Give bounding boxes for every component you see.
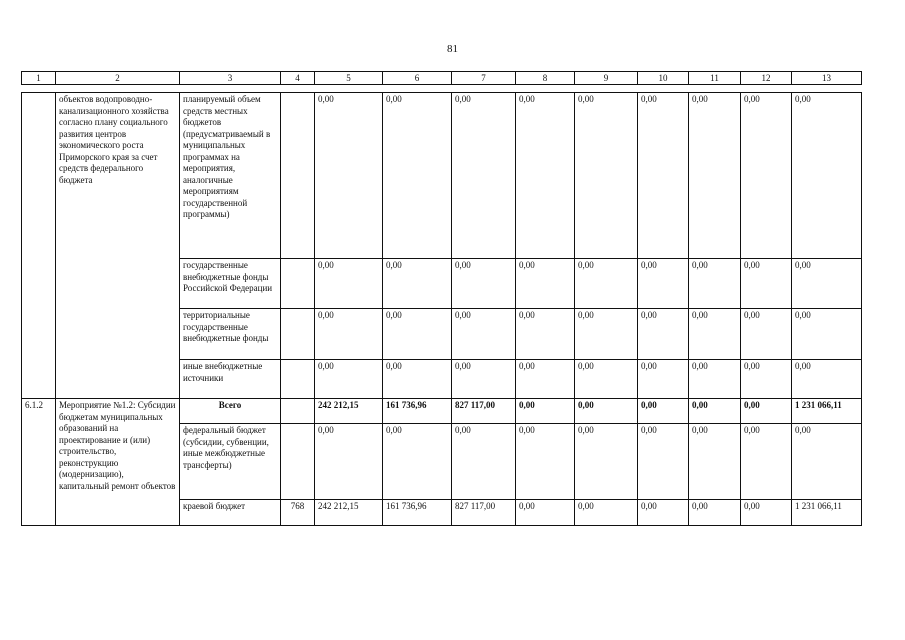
value-cell: 242 212,15 bbox=[315, 399, 383, 424]
value-cell: 0,00 bbox=[516, 259, 575, 309]
header-col-5: 5 bbox=[315, 72, 383, 85]
value-cell: 0,00 bbox=[315, 424, 383, 500]
value-cell: 0,00 bbox=[383, 259, 452, 309]
budget-table bbox=[21, 92, 862, 526]
row-number-cell: 6.1.2 bbox=[22, 399, 56, 526]
table-row bbox=[22, 93, 862, 259]
measure-name-cell: Мероприятие №1.2: Субсидии бюджетам муниципальных образований на проектирование и (или) строительство, реконструкцию (модернизацию), капитальный ремонт объектов bbox=[56, 399, 180, 526]
value-cell: 0,00 bbox=[452, 93, 516, 259]
value-cell: 0,00 bbox=[638, 259, 689, 309]
value-cell: 1 231 066,11 bbox=[792, 399, 862, 424]
value-cell: 0,00 bbox=[741, 399, 792, 424]
code-cell bbox=[281, 424, 315, 500]
value-cell: 0,00 bbox=[575, 93, 638, 259]
value-cell: 0,00 bbox=[516, 93, 575, 259]
value-cell: 0,00 bbox=[383, 309, 452, 360]
value-cell: 0,00 bbox=[516, 360, 575, 399]
header-col-8: 8 bbox=[516, 72, 575, 85]
value-cell: 0,00 bbox=[383, 424, 452, 500]
value-cell: 0,00 bbox=[452, 424, 516, 500]
source-cell: иные внебюджетные источники bbox=[180, 360, 281, 399]
value-cell: 0,00 bbox=[516, 309, 575, 360]
value-cell: 0,00 bbox=[638, 309, 689, 360]
header-col-9: 9 bbox=[575, 72, 638, 85]
code-cell bbox=[281, 360, 315, 399]
header-col-6: 6 bbox=[383, 72, 452, 85]
header-col-12: 12 bbox=[741, 72, 792, 85]
value-cell: 0,00 bbox=[452, 309, 516, 360]
column-number-header bbox=[21, 71, 862, 85]
value-cell: 0,00 bbox=[689, 424, 741, 500]
value-cell: 242 212,15 bbox=[315, 500, 383, 526]
value-cell: 0,00 bbox=[741, 259, 792, 309]
header-col-10: 10 bbox=[638, 72, 689, 85]
value-cell: 0,00 bbox=[575, 424, 638, 500]
header-col-11: 11 bbox=[689, 72, 741, 85]
value-cell: 0,00 bbox=[792, 93, 862, 259]
value-cell: 0,00 bbox=[792, 259, 862, 309]
value-cell: 161 736,96 bbox=[383, 500, 452, 526]
header-col-13: 13 bbox=[792, 72, 862, 85]
value-cell: 161 736,96 bbox=[383, 399, 452, 424]
value-cell: 0,00 bbox=[575, 500, 638, 526]
table-row bbox=[22, 399, 862, 424]
value-cell: 0,00 bbox=[638, 93, 689, 259]
value-cell: 0,00 bbox=[638, 399, 689, 424]
value-cell: 0,00 bbox=[689, 259, 741, 309]
value-cell: 0,00 bbox=[741, 93, 792, 259]
measure-name-cell: объектов водопроводно-канализационного хозяйства согласно плану социального развития центров экономического роста Приморского края за счет средств федерального бюджета bbox=[56, 93, 180, 399]
code-cell bbox=[281, 309, 315, 360]
value-cell: 0,00 bbox=[741, 360, 792, 399]
value-cell: 0,00 bbox=[452, 259, 516, 309]
source-cell: Всего bbox=[180, 399, 281, 424]
header-col-7: 7 bbox=[452, 72, 516, 85]
value-cell: 0,00 bbox=[792, 309, 862, 360]
value-cell: 0,00 bbox=[792, 360, 862, 399]
value-cell: 0,00 bbox=[575, 360, 638, 399]
page-number: 81 bbox=[447, 43, 458, 55]
value-cell: 0,00 bbox=[575, 309, 638, 360]
value-cell: 0,00 bbox=[638, 424, 689, 500]
header-col-4: 4 bbox=[281, 72, 315, 85]
value-cell: 0,00 bbox=[315, 309, 383, 360]
value-cell: 0,00 bbox=[689, 399, 741, 424]
value-cell: 0,00 bbox=[383, 93, 452, 259]
value-cell: 827 117,00 bbox=[452, 500, 516, 526]
source-cell: федеральный бюджет (субсидии, субвенции, иные межбюджетные трансферты) bbox=[180, 424, 281, 500]
value-cell: 0,00 bbox=[689, 500, 741, 526]
header-col-2: 2 bbox=[56, 72, 180, 85]
value-cell: 0,00 bbox=[741, 500, 792, 526]
value-cell: 0,00 bbox=[741, 424, 792, 500]
value-cell: 0,00 bbox=[575, 399, 638, 424]
value-cell: 0,00 bbox=[452, 360, 516, 399]
value-cell: 0,00 bbox=[315, 360, 383, 399]
source-cell: государственные внебюджетные фонды Российской Федерации bbox=[180, 259, 281, 309]
value-cell: 0,00 bbox=[792, 424, 862, 500]
row-number-cell bbox=[22, 93, 56, 399]
value-cell: 0,00 bbox=[383, 360, 452, 399]
value-cell: 0,00 bbox=[638, 360, 689, 399]
code-cell bbox=[281, 259, 315, 309]
value-cell: 0,00 bbox=[638, 500, 689, 526]
value-cell: 0,00 bbox=[689, 309, 741, 360]
value-cell: 0,00 bbox=[315, 259, 383, 309]
value-cell: 0,00 bbox=[516, 424, 575, 500]
source-cell: краевой бюджет bbox=[180, 500, 281, 526]
value-cell: 827 117,00 bbox=[452, 399, 516, 424]
value-cell: 0,00 bbox=[516, 500, 575, 526]
code-cell: 768 bbox=[281, 500, 315, 526]
source-cell: территориальные государственные внебюджетные фонды bbox=[180, 309, 281, 360]
code-cell bbox=[281, 399, 315, 424]
value-cell: 0,00 bbox=[689, 360, 741, 399]
header-col-3: 3 bbox=[180, 72, 281, 85]
value-cell: 1 231 066,11 bbox=[792, 500, 862, 526]
value-cell: 0,00 bbox=[689, 93, 741, 259]
header-col-1: 1 bbox=[22, 72, 56, 85]
value-cell: 0,00 bbox=[315, 93, 383, 259]
value-cell: 0,00 bbox=[516, 399, 575, 424]
value-cell: 0,00 bbox=[575, 259, 638, 309]
value-cell: 0,00 bbox=[741, 309, 792, 360]
code-cell bbox=[281, 93, 315, 259]
source-cell: планируемый объем средств местных бюджетов (предусматриваемый в муниципальных программах на мероприятия, аналогичные мероприятиям государственной программы) bbox=[180, 93, 281, 259]
